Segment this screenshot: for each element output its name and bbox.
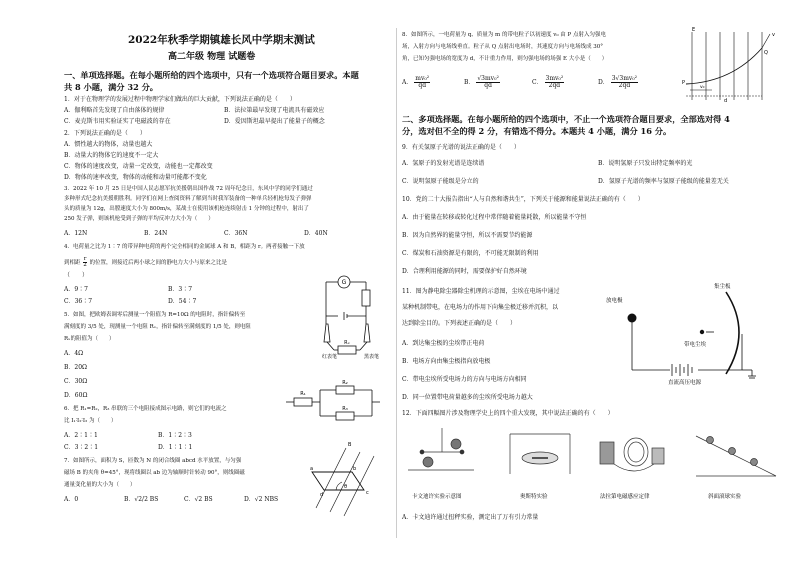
q10-stem: 10．党的二十大报告指出“人与自然和谐共生”，下列关于能源和能量说法正确的有（ ） [402,196,644,203]
q5-option-d: D．60Ω [64,392,88,399]
q11-line-3: 达到除尘目的。下列表述正确的是（ ） [402,320,517,327]
coil-abcd-icon [312,472,364,490]
q3-line-1: 3．2022 年 10 月 25 日是中国人民志愿军抗美援朝出国作战 72 周年纪念日，东风中学的同学们通过 [64,186,313,192]
page-subtitle: 高二年级 物理 试题卷 [168,52,256,62]
q9-option-c: C．说明氢原子能级是分立的 [402,178,479,185]
q8-option-d [598,76,638,89]
r2-label: R₂ [342,380,348,386]
coil-label-d: d [320,492,324,498]
q8-b-den: qd [484,82,492,89]
q6-option-a: A．2∶1∶1 [64,432,98,439]
p-label: P [682,80,686,86]
page-title: 2022年秋季学期镇雄长风中学期末测试 [128,34,315,46]
q2-option-b: B．动量大的物体它的速度不一定大 [64,152,159,159]
d-label: d [724,98,728,104]
q4-fraction-num: r [83,256,87,262]
q-label: Q [764,50,768,56]
coil-label-b: b [353,466,357,472]
q8-b-label: B． [464,79,475,86]
q3-option-c: C．36N [224,230,248,237]
q10-option-c: C．煤炭和石油资源是有限的，不可能无限制的利用 [402,250,539,257]
q12-option-a: A．卡文迪许通过扭秤实验，测定出了万有引力常量 [402,514,539,521]
q2-option-d: D．物体的速率改变，物体的动能和动量可能都不变化 [64,174,207,181]
q4-line-2 [64,257,227,268]
q7-line-1: 7．如图所示，面积为 S，匝数为 N 的闭合线圈 abcd 水平放置，与匀强 [64,458,242,464]
rx-label: Rₓ [344,340,350,346]
dust-particle-icon [700,330,704,334]
q5-option-b: B．20Ω [64,364,88,371]
faraday-figure [600,438,664,471]
q10-option-b: B．因为自然界的能量守恒，所以不需要节约能源 [402,232,533,239]
q5-line-2: 满刻度的 3/5 处，现测量一个电阻 Rₓ，指针偏转至满刻度的 1/5 处，则电阻 [64,324,251,330]
caption-cavendish: 卡文迪许实验示意图 [412,494,462,500]
q2-option-a: A．惯性越大的物体，动量也越大 [64,141,153,148]
q4-option-a: A．9∶7 [64,286,88,293]
q1-option-d: D．爱因斯坦最早提出了能量子的概念 [224,118,325,125]
q4-line-1: 4．电荷量之比为 1∶7 的带异种电荷的两个完全相同的金属球 A 和 B，相距为 r。两者接触一下放 [64,244,305,250]
exit-velocity-icon [762,34,770,48]
q11-option-a: A．到达集尘极的尘埃带正电荷 [402,340,485,347]
q6-line-2: 比 I₁∶I₂∶I₃ 为（ ） [64,418,117,424]
q8-c-label: C． [532,79,543,86]
q7-option-b: B．√2/2 BS [124,496,159,503]
q1-option-c: C．麦克斯韦用实验证实了电磁波的存在 [64,118,171,125]
collector-plate-icon [726,292,739,374]
q9-stem: 9．有关氢原子光谱的说法正确的是（ ） [402,144,520,151]
q3-line-2: 多种形式纪念抗美援朝胜利。同学们在网上查阅资料了解到当时我军装备的一种单兵轻机枪每发子弹弹 [64,196,312,202]
q11-option-c: C．带电尘埃所受电场力的方向与电场方向相同 [402,376,527,383]
q7-line-2: 磁场 B 的夹角 θ=45°，现将线圈以 ab 边为轴顺时针转动 90°，则线圈磁 [64,470,245,476]
q7-coil-figure [306,438,386,518]
black-probe-label: 黑表笔 [364,354,380,360]
q5-ohmmeter-figure [320,272,392,368]
q8-option-a [402,76,430,89]
galvanometer-label: G [341,279,347,286]
q2-stem: 2．下列说法正确的是（ ） [64,130,146,137]
field-label-b: B [348,442,352,448]
q11-precipitator-figure [602,282,768,386]
q8-a-label: A． [402,79,413,86]
q8-c-num: 3mv₀² [545,75,564,82]
q7-option-d: D．√2 NBS [244,496,279,503]
q7-line-3: 通量变化量的大小为（ ） [64,482,136,488]
q11-line-1: 11．图为静电除尘器除尘机理的示意图，尘埃在电场中通过 [402,288,560,295]
q8-b-num: √3mv₀² [477,75,499,82]
q3-option-d: D．40N [304,230,328,237]
q1-stem: 1．对于在物理学的发展过程中物理学家们做出的巨大贡献，下列说法正确的是（ ） [64,96,296,103]
q5-line-3: Rₓ的阻值为（ ） [64,336,115,342]
r3-resistor-icon [336,412,354,420]
r1-resistor-icon [294,398,312,406]
q8-line-3: 角，已知匀强电场的宽度为 d，不计重力作用，则匀强电场的场强 E 大小是（ ） [402,56,608,62]
q11-line-2: 某种机制带电，在电场力的作用下向集尘极迁移并沉积，以 [402,304,559,311]
rx-resistor-icon [338,346,356,354]
red-probe-icon [324,324,330,342]
coil-label-a: a [310,466,314,472]
q4-option-d: D．54∶7 [168,298,197,305]
q11-option-b: B．电场方向由集尘极指向放电极 [402,358,491,365]
q6-option-c: C．3∶2∶1 [64,444,99,451]
dust-label: 带电尘埃 [684,342,707,348]
q11-option-d: D．同一位置带电荷量越多的尘埃所受电场力越大 [402,394,533,401]
q4-line-3: （ ） [64,272,89,279]
q8-a-num: mv₀² [415,75,430,82]
q2-option-c: C．物体的速度改变，动量一定改变，动能也一定都改变 [64,163,213,170]
q8-d-label: D． [598,79,609,86]
v-label: v [772,32,775,38]
rheostat-icon [362,290,370,306]
q3-line-3: 头的质量为 12g，出膛速度大小为 800m/s，某战士在使用该机枪连续射击 1 分钟的过程中，射出了 [64,206,309,212]
caption-oersted: 奥斯特实验 [520,494,548,500]
oersted-figure [510,434,570,474]
q9-option-b: B．说明氢原子只发出特定频率的光 [598,160,693,167]
q5-line-1: 5．如图，把欧姆表调零后测量一个阻值为 R=10Ω 的电阻时，指针偏转至 [64,312,246,318]
coil-label-c: c [366,490,369,496]
q3-option-a: A．12N [64,230,88,237]
caption-inclined: 斜面滚球实验 [708,494,742,500]
q4-fraction-den: 2 [83,262,87,268]
q8-d-fraction [611,76,638,89]
collector-label: 集尘板 [714,284,731,290]
e-label: E [692,27,696,33]
q4-fraction [83,257,87,268]
q8-a-fraction [414,76,430,89]
q6-option-d: D．1∶1∶1 [158,444,193,451]
q9-option-d: D．氢原子光谱的频率与氢原子能级的能量差无关 [598,178,729,185]
v0-label: v₀ [700,85,705,90]
column-divider [396,28,397,538]
q8-line-1: 8．如图所示，一电荷量为 q、质量为 m 的带电粒子以初速度 v₀ 由 P 点射入匀强电 [402,32,606,38]
q3-option-b: B．24N [144,230,168,237]
q3-line-4: 250 发子弹，则该机枪受到子弹的平均反冲力大小为（ ） [64,216,214,222]
q4-option-b: B．3∶7 [168,286,193,293]
q8-line-2: 场，入射方向与电场线垂直。粒子从 Q 点射出电场时，其速度方向与电场线成 30° [402,44,604,50]
q10-option-a: A．由于能量在转移或转化过程中常伴随着能量耗散，所以能量不守恒 [402,214,587,221]
red-probe-label: 红表笔 [322,354,338,360]
section2-heading-2: 分，选对但不全的得 2 分，有错选不得分。本题共 4 小题，满分 16 分。 [402,126,672,136]
section1-heading: 一、单项选择题。在每小题所给的四个选项中，只有一个选项符合题目要求。本题 [64,70,359,80]
q1-option-a: A．伽利略首先发现了自由落体的规律 [64,107,165,114]
q8-field-figure [682,28,782,102]
discharge-label: 放电极 [606,298,623,304]
inclined-plane-figure [696,436,776,476]
section2-heading: 二、多项选择题。在每小题所给的四个选项中，不止一个选项符合题目要求，全部选对得 4 [402,114,730,124]
q1-option-b: B．法拉第最早发现了电流具有磁效应 [224,107,325,114]
q4-line-2-rest: 的位置，则接近后两小球之间的静电力大小与原来之比是 [89,260,228,266]
q7-option-a: A．0 [64,496,79,503]
q8-d-num: 3√3mv₀² [611,75,638,82]
q8-a-den: qd [418,82,427,89]
section1-heading-2: 共 8 小题，满分 32 分。 [64,82,158,92]
supply-label: 直流高压电源 [668,380,702,386]
q4-line-2-text: 到相距 [64,260,81,266]
discharge-electrode-icon [628,314,637,323]
q6-line-1: 6．把 R₁=R₂，R₃ 串联的三个电阻接成图示电路，则它们的电流之 [64,406,227,412]
q6-circuit-figure [284,380,384,428]
r3-label: R₃ [342,406,348,412]
q8-c-den: 2qd [548,82,561,89]
q8-option-b [464,76,500,89]
r1-label: R₁ [300,391,306,397]
q4-option-c: C．36∶7 [64,298,93,305]
particle-path-icon [686,48,762,84]
q9-option-a: A．氢原子的发射光谱是连续谱 [402,160,485,167]
q8-d-den: 2qd [618,82,631,89]
q8-option-c [532,76,564,89]
q8-c-fraction [545,76,565,89]
q5-option-a: A．4Ω [64,350,84,357]
q12-stem: 12．下面四幅图片涉及物理学史上的四个重大发现，其中说法正确的有（ ） [402,410,614,417]
q8-b-fraction [476,76,500,89]
r2-resistor-icon [336,386,354,394]
caption-faraday: 法拉第电磁感应定律 [600,494,650,500]
q5-option-c: C．30Ω [64,378,88,385]
q6-option-b: B．1∶2∶3 [158,432,192,439]
cavendish-figure [408,428,474,470]
q7-option-c: C．√2 BS [184,496,213,503]
q10-option-d: D．合理利用能源的同时，需要保护好自然环境 [402,268,527,275]
theta-label: θ [344,484,348,490]
q12-figures [404,422,788,506]
black-probe-icon [364,324,370,342]
